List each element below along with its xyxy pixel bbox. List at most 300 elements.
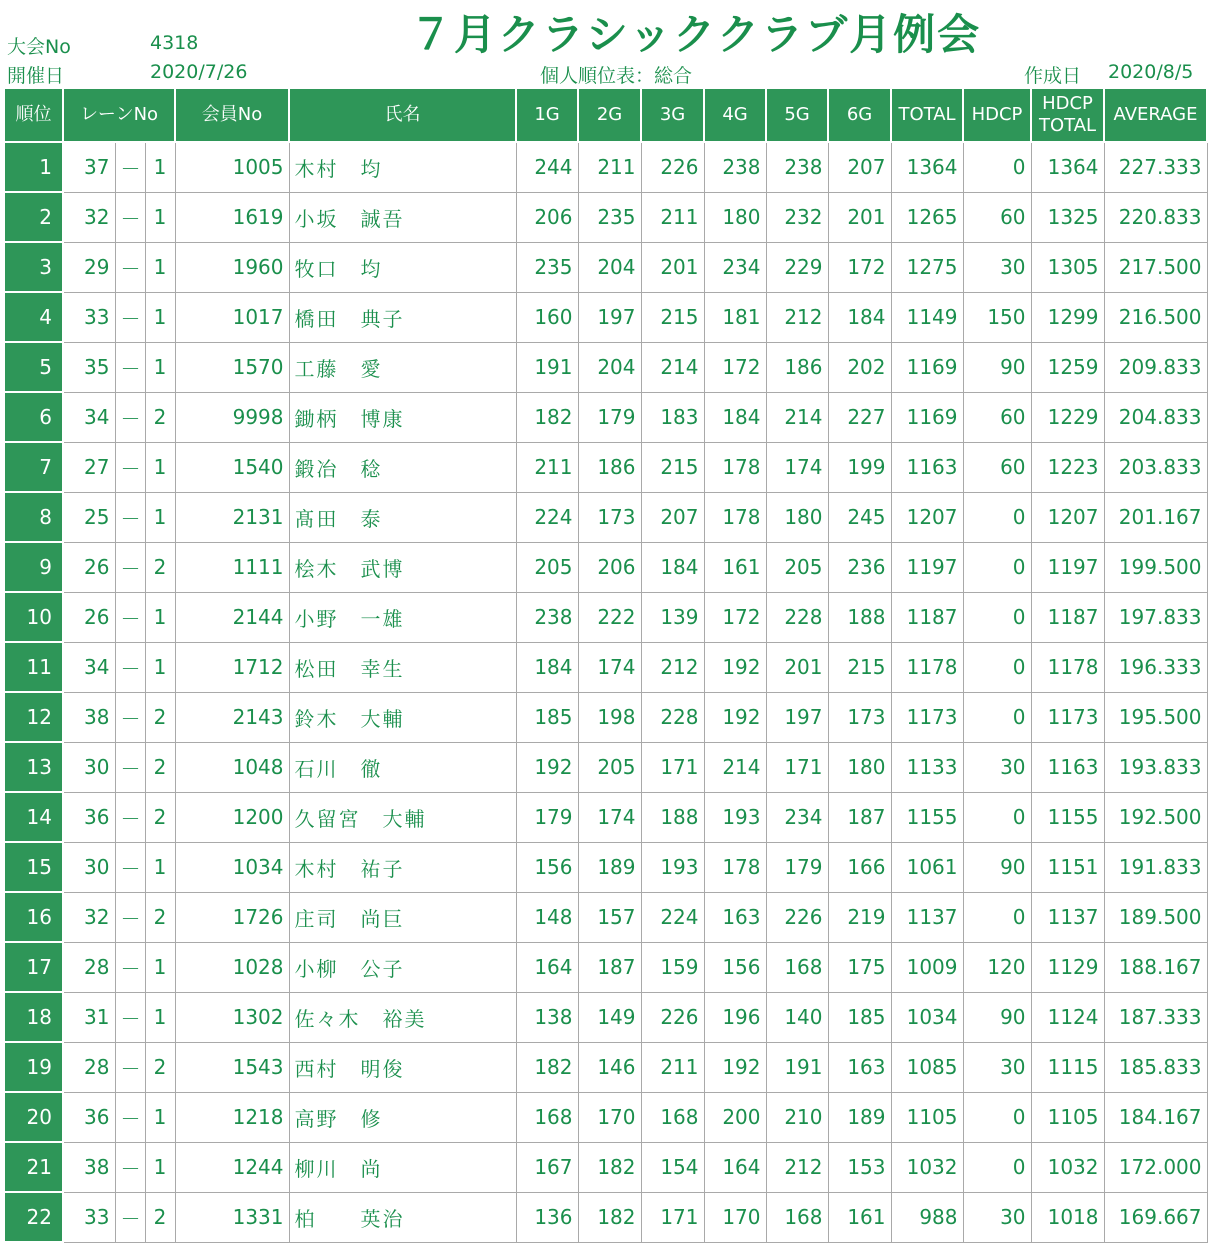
game-6-score: 161 bbox=[828, 1192, 891, 1242]
player-name: 久留宮 大輔 bbox=[289, 792, 516, 842]
lane-number: 30 bbox=[63, 742, 115, 792]
lane-box: 2 bbox=[145, 742, 175, 792]
game-4-score: 181 bbox=[704, 292, 766, 342]
handicap-total: 1364 bbox=[1031, 142, 1104, 192]
game-6-score: 163 bbox=[828, 1042, 891, 1092]
lane-number: 26 bbox=[63, 592, 115, 642]
created-date-label: 作成日 bbox=[1024, 65, 1082, 87]
average-score: 209.833 bbox=[1104, 342, 1207, 392]
table-row bbox=[4, 392, 1207, 442]
member-no: 1218 bbox=[175, 1092, 289, 1142]
handicap-total: 1129 bbox=[1031, 942, 1104, 992]
game-6-score: 236 bbox=[828, 542, 891, 592]
game-6-score: 166 bbox=[828, 842, 891, 892]
lane-separator: － bbox=[115, 1042, 145, 1092]
game-5-score: 168 bbox=[766, 942, 828, 992]
table-row bbox=[4, 942, 1207, 992]
table-row bbox=[4, 642, 1207, 692]
average-score: 216.500 bbox=[1104, 292, 1207, 342]
game-6-score: 207 bbox=[828, 142, 891, 192]
game-5-score: 180 bbox=[766, 492, 828, 542]
lane-number: 33 bbox=[63, 292, 115, 342]
average-score: 193.833 bbox=[1104, 742, 1207, 792]
member-no: 1005 bbox=[175, 142, 289, 192]
game-1-score: 224 bbox=[516, 492, 578, 542]
game-2-score: 222 bbox=[578, 592, 641, 642]
lane-number: 32 bbox=[63, 192, 115, 242]
lane-box: 2 bbox=[145, 892, 175, 942]
game-5-score: 238 bbox=[766, 142, 828, 192]
game-2-score: 149 bbox=[578, 992, 641, 1042]
game-2-score: 197 bbox=[578, 292, 641, 342]
player-name: 牧口 均 bbox=[289, 242, 516, 292]
average-score: 169.667 bbox=[1104, 1192, 1207, 1242]
handicap: 0 bbox=[963, 642, 1031, 692]
game-1-score: 206 bbox=[516, 192, 578, 242]
game-2-score: 182 bbox=[578, 1192, 641, 1242]
game-6-score: 185 bbox=[828, 992, 891, 1042]
game-3-score: 171 bbox=[641, 1192, 704, 1242]
lane-separator: － bbox=[115, 142, 145, 192]
total-score: 1032 bbox=[891, 1142, 963, 1192]
rank-cell: 7 bbox=[4, 442, 63, 492]
game-3-score: 212 bbox=[641, 642, 704, 692]
rank-cell: 19 bbox=[4, 1042, 63, 1092]
col-hdcp: HDCP bbox=[963, 88, 1031, 142]
game-6-score: 215 bbox=[828, 642, 891, 692]
lane-separator: － bbox=[115, 292, 145, 342]
player-name: 鍛冶 稔 bbox=[289, 442, 516, 492]
handicap-total: 1299 bbox=[1031, 292, 1104, 342]
handicap: 0 bbox=[963, 492, 1031, 542]
rank-cell: 17 bbox=[4, 942, 63, 992]
col-hdcp-total-line1: HDCP bbox=[1042, 93, 1093, 114]
rank-cell: 13 bbox=[4, 742, 63, 792]
game-3-score: 193 bbox=[641, 842, 704, 892]
member-no: 1244 bbox=[175, 1142, 289, 1192]
game-1-score: 182 bbox=[516, 1042, 578, 1092]
player-name: 佐々木 裕美 bbox=[289, 992, 516, 1042]
table-row bbox=[4, 342, 1207, 392]
game-3-score: 183 bbox=[641, 392, 704, 442]
game-2-score: 179 bbox=[578, 392, 641, 442]
table-header-row bbox=[4, 88, 1207, 142]
game-5-score: 234 bbox=[766, 792, 828, 842]
game-2-score: 198 bbox=[578, 692, 641, 742]
member-no: 1540 bbox=[175, 442, 289, 492]
handicap: 0 bbox=[963, 142, 1031, 192]
player-name: 工藤 愛 bbox=[289, 342, 516, 392]
handicap: 0 bbox=[963, 692, 1031, 742]
handicap: 90 bbox=[963, 992, 1031, 1042]
player-name: 柏 英治 bbox=[289, 1192, 516, 1242]
member-no: 2131 bbox=[175, 492, 289, 542]
handicap: 120 bbox=[963, 942, 1031, 992]
handicap: 60 bbox=[963, 392, 1031, 442]
game-2-score: 204 bbox=[578, 342, 641, 392]
member-no: 1960 bbox=[175, 242, 289, 292]
average-score: 201.167 bbox=[1104, 492, 1207, 542]
total-score: 1265 bbox=[891, 192, 963, 242]
game-3-score: 211 bbox=[641, 192, 704, 242]
game-4-score: 172 bbox=[704, 342, 766, 392]
total-score: 1173 bbox=[891, 692, 963, 742]
member-no: 1543 bbox=[175, 1042, 289, 1092]
game-1-score: 148 bbox=[516, 892, 578, 942]
game-2-score: 235 bbox=[578, 192, 641, 242]
table-row bbox=[4, 492, 1207, 542]
total-score: 1169 bbox=[891, 392, 963, 442]
lane-box: 2 bbox=[145, 542, 175, 592]
lane-box: 1 bbox=[145, 442, 175, 492]
lane-separator: － bbox=[115, 592, 145, 642]
lane-box: 2 bbox=[145, 1192, 175, 1242]
table-row bbox=[4, 992, 1207, 1042]
total-score: 1187 bbox=[891, 592, 963, 642]
game-5-score: 229 bbox=[766, 242, 828, 292]
game-5-score: 201 bbox=[766, 642, 828, 692]
lane-number: 33 bbox=[63, 1192, 115, 1242]
handicap-total: 1223 bbox=[1031, 442, 1104, 492]
lane-box: 1 bbox=[145, 342, 175, 392]
table-row bbox=[4, 442, 1207, 492]
game-4-score: 178 bbox=[704, 492, 766, 542]
handicap: 0 bbox=[963, 792, 1031, 842]
rank-cell: 22 bbox=[4, 1192, 63, 1242]
game-2-score: 204 bbox=[578, 242, 641, 292]
member-no: 2143 bbox=[175, 692, 289, 742]
member-no: 9998 bbox=[175, 392, 289, 442]
lane-number: 38 bbox=[63, 692, 115, 742]
table-row bbox=[4, 792, 1207, 842]
player-name: 鈴木 大輔 bbox=[289, 692, 516, 742]
handicap: 0 bbox=[963, 542, 1031, 592]
game-3-score: 215 bbox=[641, 292, 704, 342]
total-score: 1149 bbox=[891, 292, 963, 342]
total-score: 1275 bbox=[891, 242, 963, 292]
lane-number: 38 bbox=[63, 1142, 115, 1192]
game-2-score: 187 bbox=[578, 942, 641, 992]
game-6-score: 184 bbox=[828, 292, 891, 342]
table-row bbox=[4, 692, 1207, 742]
game-4-score: 164 bbox=[704, 1142, 766, 1192]
lane-separator: － bbox=[115, 542, 145, 592]
member-no: 1302 bbox=[175, 992, 289, 1042]
game-2-score: 146 bbox=[578, 1042, 641, 1092]
lane-number: 28 bbox=[63, 1042, 115, 1092]
table-row bbox=[4, 542, 1207, 592]
game-4-score: 163 bbox=[704, 892, 766, 942]
game-1-score: 182 bbox=[516, 392, 578, 442]
handicap-total: 1207 bbox=[1031, 492, 1104, 542]
col-rank: 順位 bbox=[4, 88, 63, 142]
player-name: 庄司 尚巨 bbox=[289, 892, 516, 942]
average-score: 172.000 bbox=[1104, 1142, 1207, 1192]
lane-separator: － bbox=[115, 942, 145, 992]
game-6-score: 245 bbox=[828, 492, 891, 542]
lane-number: 30 bbox=[63, 842, 115, 892]
lane-separator: － bbox=[115, 842, 145, 892]
game-1-score: 136 bbox=[516, 1192, 578, 1242]
game-2-score: 205 bbox=[578, 742, 641, 792]
game-6-score: 173 bbox=[828, 692, 891, 742]
handicap: 30 bbox=[963, 1042, 1031, 1092]
lane-box: 2 bbox=[145, 1042, 175, 1092]
rank-cell: 8 bbox=[4, 492, 63, 542]
game-1-score: 185 bbox=[516, 692, 578, 742]
event-date-value: 2020/7/26 bbox=[150, 61, 248, 83]
lane-separator: － bbox=[115, 392, 145, 442]
lane-box: 1 bbox=[145, 592, 175, 642]
lane-box: 1 bbox=[145, 1092, 175, 1142]
game-5-score: 205 bbox=[766, 542, 828, 592]
player-name: 髙田 泰 bbox=[289, 492, 516, 542]
game-2-score: 186 bbox=[578, 442, 641, 492]
game-4-score: 196 bbox=[704, 992, 766, 1042]
average-score: 195.500 bbox=[1104, 692, 1207, 742]
lane-box: 2 bbox=[145, 792, 175, 842]
game-3-score: 139 bbox=[641, 592, 704, 642]
member-no: 1570 bbox=[175, 342, 289, 392]
average-score: 187.333 bbox=[1104, 992, 1207, 1042]
rank-cell: 14 bbox=[4, 792, 63, 842]
rank-cell: 6 bbox=[4, 392, 63, 442]
lane-separator: － bbox=[115, 192, 145, 242]
handicap-total: 1032 bbox=[1031, 1142, 1104, 1192]
table-row bbox=[4, 242, 1207, 292]
table-row bbox=[4, 592, 1207, 642]
rank-cell: 18 bbox=[4, 992, 63, 1042]
handicap: 0 bbox=[963, 1142, 1031, 1192]
rank-cell: 15 bbox=[4, 842, 63, 892]
rank-cell: 2 bbox=[4, 192, 63, 242]
game-6-score: 199 bbox=[828, 442, 891, 492]
game-6-score: 153 bbox=[828, 1142, 891, 1192]
player-name: 小坂 誠吾 bbox=[289, 192, 516, 242]
handicap: 90 bbox=[963, 342, 1031, 392]
game-5-score: 179 bbox=[766, 842, 828, 892]
member-no: 2144 bbox=[175, 592, 289, 642]
lane-separator: － bbox=[115, 992, 145, 1042]
total-score: 988 bbox=[891, 1192, 963, 1242]
rank-cell: 4 bbox=[4, 292, 63, 342]
handicap-total: 1155 bbox=[1031, 792, 1104, 842]
handicap-total: 1163 bbox=[1031, 742, 1104, 792]
game-4-score: 192 bbox=[704, 642, 766, 692]
total-score: 1137 bbox=[891, 892, 963, 942]
member-no: 1619 bbox=[175, 192, 289, 242]
total-score: 1034 bbox=[891, 992, 963, 1042]
lane-number: 29 bbox=[63, 242, 115, 292]
game-5-score: 214 bbox=[766, 392, 828, 442]
player-name: 小柳 公子 bbox=[289, 942, 516, 992]
game-6-score: 188 bbox=[828, 592, 891, 642]
table-row bbox=[4, 1192, 1207, 1242]
average-score: 184.167 bbox=[1104, 1092, 1207, 1142]
rank-cell: 20 bbox=[4, 1092, 63, 1142]
rank-cell: 10 bbox=[4, 592, 63, 642]
lane-separator: － bbox=[115, 1142, 145, 1192]
game-5-score: 197 bbox=[766, 692, 828, 742]
game-6-score: 202 bbox=[828, 342, 891, 392]
handicap-total: 1229 bbox=[1031, 392, 1104, 442]
game-4-score: 200 bbox=[704, 1092, 766, 1142]
player-name: 石川 徹 bbox=[289, 742, 516, 792]
created-date-value: 2020/8/5 bbox=[1108, 61, 1194, 83]
game-2-score: 157 bbox=[578, 892, 641, 942]
lane-number: 26 bbox=[63, 542, 115, 592]
game-3-score: 211 bbox=[641, 1042, 704, 1092]
rank-cell: 11 bbox=[4, 642, 63, 692]
rank-cell: 12 bbox=[4, 692, 63, 742]
game-2-score: 174 bbox=[578, 642, 641, 692]
rank-cell: 16 bbox=[4, 892, 63, 942]
handicap: 30 bbox=[963, 742, 1031, 792]
game-6-score: 172 bbox=[828, 242, 891, 292]
game-4-score: 180 bbox=[704, 192, 766, 242]
event-date-label: 開催日 bbox=[7, 65, 65, 87]
game-2-score: 211 bbox=[578, 142, 641, 192]
handicap-total: 1259 bbox=[1031, 342, 1104, 392]
col-game-6: 6G bbox=[828, 88, 891, 142]
game-3-score: 201 bbox=[641, 242, 704, 292]
total-score: 1105 bbox=[891, 1092, 963, 1142]
game-4-score: 161 bbox=[704, 542, 766, 592]
col-lane: レーンNo bbox=[63, 88, 175, 142]
table-row bbox=[4, 842, 1207, 892]
lane-box: 1 bbox=[145, 242, 175, 292]
handicap-total: 1137 bbox=[1031, 892, 1104, 942]
player-name: 桧木 武博 bbox=[289, 542, 516, 592]
game-4-score: 172 bbox=[704, 592, 766, 642]
player-name: 松田 幸生 bbox=[289, 642, 516, 692]
average-score: 227.333 bbox=[1104, 142, 1207, 192]
total-score: 1178 bbox=[891, 642, 963, 692]
page-title: ７月クラシッククラブ月例会 bbox=[409, 10, 982, 59]
col-average: AVERAGE bbox=[1104, 88, 1207, 142]
member-no: 1048 bbox=[175, 742, 289, 792]
lane-number: 34 bbox=[63, 642, 115, 692]
member-no: 1028 bbox=[175, 942, 289, 992]
game-5-score: 140 bbox=[766, 992, 828, 1042]
lane-box: 1 bbox=[145, 292, 175, 342]
lane-separator: － bbox=[115, 442, 145, 492]
game-6-score: 227 bbox=[828, 392, 891, 442]
member-no: 1111 bbox=[175, 542, 289, 592]
game-5-score: 171 bbox=[766, 742, 828, 792]
game-4-score: 192 bbox=[704, 692, 766, 742]
game-4-score: 234 bbox=[704, 242, 766, 292]
total-score: 1155 bbox=[891, 792, 963, 842]
member-no: 1200 bbox=[175, 792, 289, 842]
game-6-score: 189 bbox=[828, 1092, 891, 1142]
handicap: 30 bbox=[963, 1192, 1031, 1242]
game-3-score: 171 bbox=[641, 742, 704, 792]
game-4-score: 214 bbox=[704, 742, 766, 792]
average-score: 203.833 bbox=[1104, 442, 1207, 492]
average-score: 185.833 bbox=[1104, 1042, 1207, 1092]
handicap-total: 1305 bbox=[1031, 242, 1104, 292]
col-game-3: 3G bbox=[641, 88, 704, 142]
table-row bbox=[4, 292, 1207, 342]
meet-no-value: 4318 bbox=[150, 32, 199, 54]
member-no: 1017 bbox=[175, 292, 289, 342]
table-row bbox=[4, 142, 1207, 192]
total-score: 1197 bbox=[891, 542, 963, 592]
game-3-score: 159 bbox=[641, 942, 704, 992]
player-name: 柳川 尚 bbox=[289, 1142, 516, 1192]
handicap: 0 bbox=[963, 592, 1031, 642]
table-row bbox=[4, 1042, 1207, 1092]
lane-number: 31 bbox=[63, 992, 115, 1042]
col-game-1: 1G bbox=[516, 88, 578, 142]
lane-number: 34 bbox=[63, 392, 115, 442]
lane-number: 27 bbox=[63, 442, 115, 492]
game-3-score: 228 bbox=[641, 692, 704, 742]
player-name: 橋田 典子 bbox=[289, 292, 516, 342]
col-member-no: 会員No bbox=[175, 88, 289, 142]
handicap-total: 1197 bbox=[1031, 542, 1104, 592]
lane-number: 28 bbox=[63, 942, 115, 992]
average-score: 197.833 bbox=[1104, 592, 1207, 642]
lane-number: 32 bbox=[63, 892, 115, 942]
game-5-score: 232 bbox=[766, 192, 828, 242]
total-score: 1163 bbox=[891, 442, 963, 492]
col-game-2: 2G bbox=[578, 88, 641, 142]
total-score: 1085 bbox=[891, 1042, 963, 1092]
member-no: 1712 bbox=[175, 642, 289, 692]
game-5-score: 186 bbox=[766, 342, 828, 392]
table-row bbox=[4, 892, 1207, 942]
game-3-score: 226 bbox=[641, 992, 704, 1042]
game-1-score: 168 bbox=[516, 1092, 578, 1142]
handicap: 90 bbox=[963, 842, 1031, 892]
game-4-score: 193 bbox=[704, 792, 766, 842]
handicap-total: 1018 bbox=[1031, 1192, 1104, 1242]
lane-separator: － bbox=[115, 692, 145, 742]
lane-separator: － bbox=[115, 642, 145, 692]
game-3-score: 214 bbox=[641, 342, 704, 392]
game-1-score: 238 bbox=[516, 592, 578, 642]
rank-cell: 3 bbox=[4, 242, 63, 292]
game-2-score: 189 bbox=[578, 842, 641, 892]
game-3-score: 184 bbox=[641, 542, 704, 592]
game-4-score: 178 bbox=[704, 442, 766, 492]
member-no: 1331 bbox=[175, 1192, 289, 1242]
lane-box: 1 bbox=[145, 142, 175, 192]
total-score: 1169 bbox=[891, 342, 963, 392]
game-1-score: 156 bbox=[516, 842, 578, 892]
handicap: 0 bbox=[963, 892, 1031, 942]
lane-separator: － bbox=[115, 492, 145, 542]
member-no: 1034 bbox=[175, 842, 289, 892]
average-score: 191.833 bbox=[1104, 842, 1207, 892]
game-4-score: 156 bbox=[704, 942, 766, 992]
report-subtitle: 個人順位表：総合 bbox=[540, 65, 693, 87]
game-3-score: 188 bbox=[641, 792, 704, 842]
lane-number: 35 bbox=[63, 342, 115, 392]
lane-separator: － bbox=[115, 1092, 145, 1142]
lane-number: 36 bbox=[63, 792, 115, 842]
game-5-score: 226 bbox=[766, 892, 828, 942]
handicap-total: 1173 bbox=[1031, 692, 1104, 742]
handicap: 0 bbox=[963, 1092, 1031, 1142]
game-3-score: 215 bbox=[641, 442, 704, 492]
lane-separator: － bbox=[115, 742, 145, 792]
lane-separator: － bbox=[115, 1192, 145, 1242]
handicap-total: 1115 bbox=[1031, 1042, 1104, 1092]
member-no: 1726 bbox=[175, 892, 289, 942]
